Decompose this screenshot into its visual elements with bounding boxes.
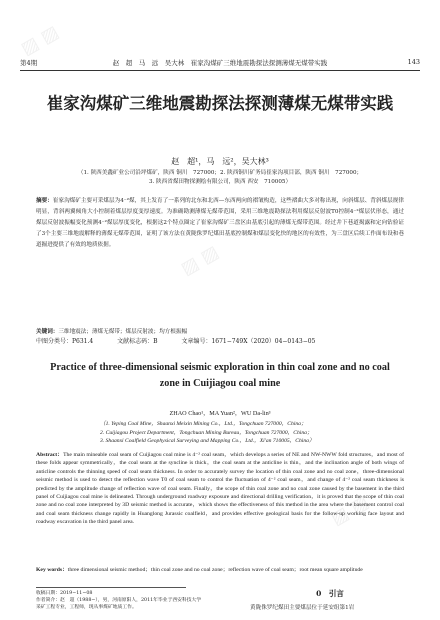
abstract-text: 崔家沟煤矿主要可采煤层为4⁻²煤，其上发育了一系列的北东和北西—东西两向的褶皱构造，这些褶曲大多对称出现，向斜煤层、背斜煤层规律明显，背斜两翼倾角大小控制着煤层厚度变厚速度。为准确勘测薄煤无煤带范围，采用三维地震勘探法利用煤层反射波T0控制4⁻²煤层伏形态，通过煤层反射波振幅变化预测4⁻²煤层厚度变化，根据这2个特点圈定了崔家沟煤矿三盘区由基底引起的薄煤无煤带范围。经过井下巷道揭露和定向钻验证了3个主要三维地震解释的薄煤无煤带范围，证明了该方法在黄陇侏罗纪煤田基底控制煤和煤层变化快的地区的有效性，为三盘区后续工作面布设和巷道掘进提供了有效的地质依据。 [36, 198, 404, 248]
intro-paragraph: 黄陇侏罗纪煤田主要煤层位于延安组第1岩 [250, 605, 355, 611]
abstract-label: 摘要： [36, 198, 53, 204]
keywords-text: three dimensional seismic method；thin coal zone and no coal zone；reflection wave of coal seam；root mean square amplitude [67, 567, 363, 573]
chinese-title: 崔家沟煤矿三维地震勘探法探测薄煤无煤带实践 [46, 94, 394, 113]
keywords-text: 三维地震法；薄煤无煤带；煤层反射波；均方根振幅 [58, 329, 188, 335]
author-bio: 作者简介：赵 超（1988−），男，河南原阳人，2011年毕业于西安科技大学采矿工程专业，工程师，现从事煤矿地质工作。 [36, 598, 202, 611]
clc-number: 中图分类号：P631.4 [36, 338, 94, 345]
keywords-label: 关键词： [36, 329, 59, 335]
header-rule [20, 70, 420, 71]
english-keywords [36, 566, 404, 574]
article-number: 文章编号：1671−749X（2020）04−0143−05 [181, 338, 316, 345]
affiliation-line: 2. Cuijiagou Project Department，Tongchuan Mining Bureau，Tongchuan 727000，China； [100, 429, 313, 436]
running-title: 赵 超 马 远 吴大林 崔家沟煤矿三维地震勘探法探测薄煤无煤带实践 [112, 59, 328, 67]
affiliation-line: （1. 陕西美鑫矿业公司沿坪煤矿，陕西 铜川 727000；2. 陕西铜川矿务局崔家沟项目部，陕西 铜川 727000； [77, 170, 363, 176]
received-date: 收稿日期：2019−11−08 [36, 591, 93, 596]
watermark: ▨ ▨ [327, 491, 373, 530]
chinese-abstract [36, 196, 404, 251]
english-authors: ZHAO Chao¹，MA Yuan²，WU Da-lin³ [169, 410, 271, 417]
classification-line [36, 337, 404, 347]
english-affiliations [100, 420, 400, 446]
chinese-keywords [36, 327, 404, 337]
watermark: ▨ ▨ [17, 21, 63, 60]
keywords-label: Key words： [36, 567, 68, 573]
issue-number: 第4期 [20, 59, 38, 67]
running-header [20, 58, 420, 70]
watermark: ▨ ▨ [177, 241, 223, 280]
abstract-label: Abstract： [36, 452, 64, 458]
chinese-authors: 赵 超¹，马 远²，吴大林³ [171, 157, 269, 166]
english-abstract [36, 451, 404, 530]
section-heading: 0 引言 [316, 589, 344, 598]
chinese-affiliations [30, 169, 410, 187]
affiliation-line: 3. 陕西省煤田物探测绘有限公司，陕西 西安 710005） [148, 179, 292, 185]
footnote-rule [36, 587, 186, 588]
footnote [36, 590, 204, 612]
english-title: Practice of three-dimensional seismic exploration in thin coal zone and no coal zone in Cuijiagou coal mine [50, 362, 390, 389]
affiliation-line: 3. Shaanxi Coalfield Geophysical Surveying and Mapping Co.，Ltd.，Xi'an 710005，China） [100, 438, 315, 445]
abstract-text: The main mineable coal seam of Cuijiagou coal mine is 4⁻² coal seam，which develops a series of NE and NW-NWW fold structures，and most of these folds appear symmetrically，the coal seam at the syncline is thick，the coal seam at the anticline is thin，and the inclination angle of both wings of anticline controls the thinning speed of coal seam thickness. In order to accurately survey the location of thin coal zone and no coal zone，three-dimensional seismic method is used to detect the reflection wave T0 of coal seam to control the fluctuation of 4⁻² coal seam，and change of 4⁻² coal seam thickness is predicted by the amplitude change of reflection wave of coal seam. Finally，the scope of thin coal zone and no coal zone caused by the basement in the third panel of Cuijiagou coal mine is delineated. Through underground roadway exposure and directional drilling verification，it is proved that the scope of thin coal zone and no coal zone interpreted by 3D seismic method is accurate，which shows the effectiveness of this method in the area where the basement control coal and coal seam thickness change rapidly in Huanglong Jurassic coalfield，and provides effective geological basis for the follow-up working face layout and roadway excavation in the third panel area. [36, 452, 404, 526]
document-code: 文献标志码：B [117, 338, 158, 345]
page-number: 143 [407, 58, 420, 66]
affiliation-line: （1. Yeping Coal Mine，Shaanxi Meixin Mining Co.，Ltd.，Tongchuan 727000，China； [100, 421, 307, 427]
